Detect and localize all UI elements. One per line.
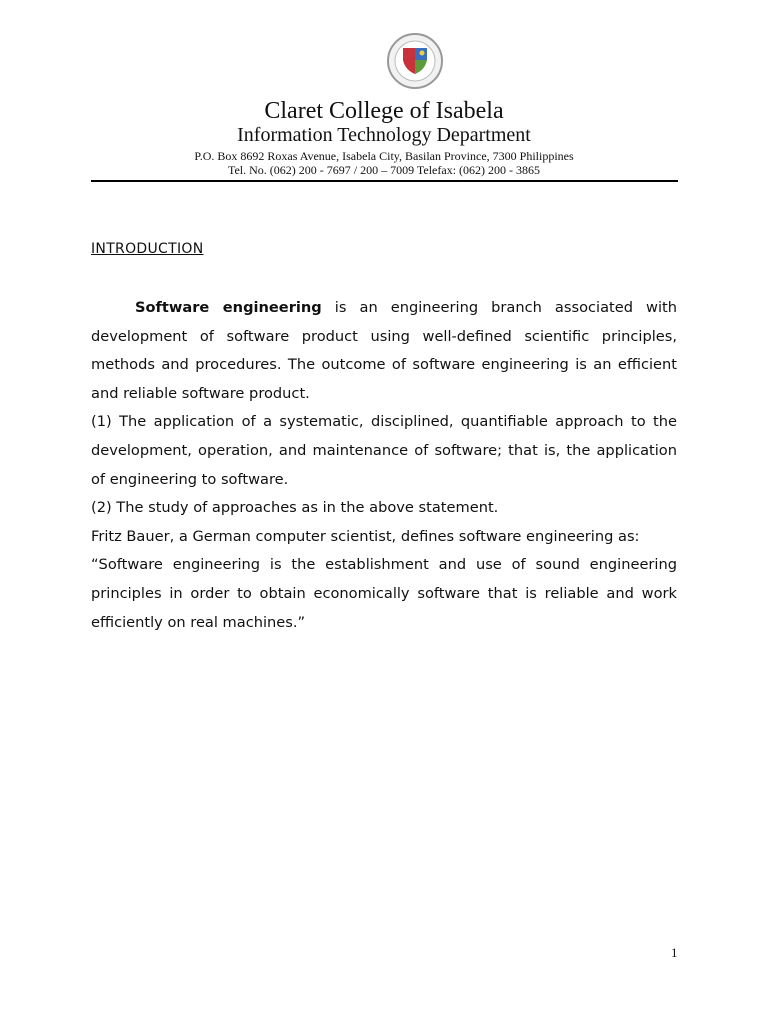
paragraph-ieee-1: (1) The application of a systematic, disciplined, quantifiable approach to the development, operation, and maintenance of software; that is, the application of engineering to software. [91,413,677,488]
college-name: Claret College of Isabela [264,98,504,124]
paragraph-bauer: Fritz Bauer, a German computer scientist, defines software engineering as: [91,527,640,545]
header-divider [91,180,678,182]
contact-numbers: Tel. No. (062) 200 - 7697 / 200 – 7009 Telefax: (062) 200 - 3865 [227,163,541,177]
section-title: INTRODUCTION [91,241,204,257]
page-number: 1 [671,945,678,960]
department-name: Information Technology Department [237,124,531,146]
paragraph-text: is an engineering branch associated with development of software product using well-defined scientific principles, methods and procedures. The outcome of software engineering is an efficient and reliable software product. [91,299,677,402]
college-seal-logo [385,32,445,90]
paragraph-ieee-2: (2) The study of approaches as in the above statement. [91,499,499,517]
body-text [91,294,677,637]
address: P.O. Box 8692 Roxas Avenue, Isabela City, Basilan Province, 7300 Philippines [194,149,574,163]
term-bold: Software engineering [135,299,322,316]
paragraph-quote: “Software engineering is the establishment and use of sound engineering principles in order to obtain economically software that is reliable and work efficiently on real machines.” [91,556,677,631]
paragraph-definition [91,294,677,408]
